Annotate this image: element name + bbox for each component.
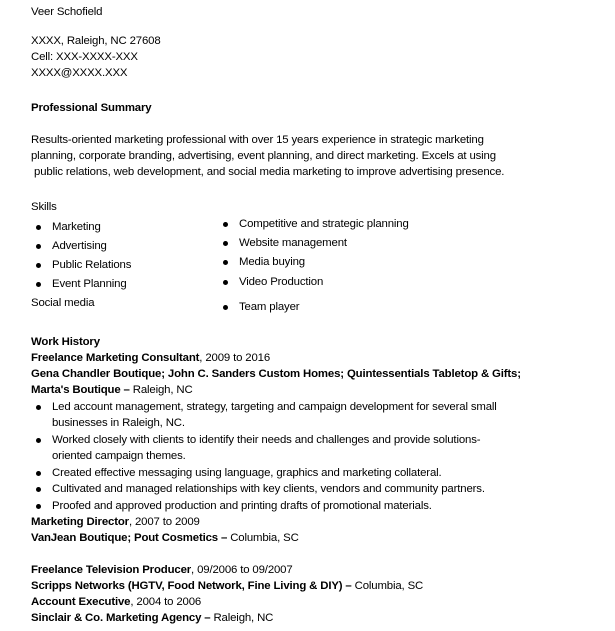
bullet-icon (36, 244, 41, 249)
skill-item: Competitive and strategic planning (239, 218, 409, 230)
job-title-line (31, 514, 200, 530)
job-title: Freelance Television Producer (31, 564, 192, 576)
bullet-icon (36, 405, 41, 410)
job-employer: VanJean Boutique; Pout Cosmetics – (31, 532, 228, 544)
job-employer-line (31, 530, 299, 546)
cell-phone: Cell: XXX-XXXX-XXX (31, 51, 138, 63)
skills-heading: Skills (31, 201, 57, 213)
skill-item-unbulleted: Social media (31, 297, 95, 309)
skill-item: Website management (239, 237, 347, 249)
job-employer-line (31, 610, 273, 626)
email: XXXX@XXXX.XXX (31, 67, 128, 79)
bullet-icon (223, 241, 228, 246)
skill-item: Marketing (52, 221, 101, 233)
skill-item: Team player (239, 301, 300, 313)
job-location: Raleigh, NC (210, 612, 274, 624)
bullet-icon (36, 504, 41, 509)
candidate-name: Veer Schofield (31, 6, 103, 18)
job-bullet: Worked closely with clients to identify their needs and challenges and provide solutions- (52, 434, 481, 446)
job-employer: Gena Chandler Boutique; John C. Sanders Custom Homes; Quintessentials Tabletop & Gifts; (31, 368, 521, 380)
job-bullet-continuation: businesses in Raleigh, NC. (52, 417, 185, 429)
summary-line: planning, corporate branding, advertising, event planning, and direct marketing. Excels at using (31, 150, 496, 162)
skill-item: Media buying (239, 256, 305, 268)
job-title: Marketing Director (31, 516, 129, 528)
bullet-icon (36, 438, 41, 443)
job-title: Freelance Marketing Consultant (31, 352, 200, 364)
job-employer-line (31, 382, 193, 398)
job-bullet: Led account management, strategy, targeting and campaign development for several small (52, 401, 497, 413)
address: XXXX, Raleigh, NC 27608 (31, 35, 161, 47)
work-history-heading: Work History (31, 336, 100, 348)
job-dates: , 09/2006 to 09/2007 (191, 564, 293, 576)
bullet-icon (36, 471, 41, 476)
bullet-icon (223, 260, 228, 265)
job-employer: Marta's Boutique – (31, 384, 130, 396)
summary-line: public relations, web development, and social media marketing to improve advertising presence. (31, 166, 505, 178)
job-employer-line (31, 578, 423, 594)
job-title-line (31, 594, 201, 610)
skill-item: Public Relations (52, 259, 132, 271)
bullet-icon (36, 263, 41, 268)
job-title-line (31, 350, 270, 366)
job-employer: Scripps Networks (HGTV, Food Network, Fine Living & DIY) – (31, 580, 352, 592)
job-location: Columbia, SC (227, 532, 299, 544)
job-title-line (31, 562, 293, 578)
skill-item: Event Planning (52, 278, 127, 290)
job-location: Raleigh, NC (129, 384, 193, 396)
job-dates: , 2004 to 2006 (130, 596, 202, 608)
bullet-icon (36, 487, 41, 492)
skill-item: Video Production (239, 276, 324, 288)
job-dates: , 2009 to 2016 (199, 352, 271, 364)
job-location: Columbia, SC (351, 580, 424, 592)
bullet-icon (36, 282, 41, 287)
summary-line: Results-oriented marketing professional with over 15 years experience in strategic marketing (31, 134, 484, 146)
bullet-icon (223, 305, 228, 310)
job-bullet-continuation: oriented campaign themes. (52, 450, 186, 462)
skill-item: Advertising (52, 240, 107, 252)
job-bullet: Proofed and approved production and printing drafts of promotional materials. (52, 500, 432, 512)
bullet-icon (223, 222, 228, 227)
job-title: Account Executive (31, 596, 131, 608)
job-bullet: Created effective messaging using language, graphics and marketing collateral. (52, 467, 442, 479)
job-dates: , 2007 to 2009 (128, 516, 200, 528)
bullet-icon (223, 280, 228, 285)
summary-heading: Professional Summary (31, 102, 152, 114)
job-bullet: Cultivated and managed relationships with key clients, vendors and community partners. (52, 483, 485, 495)
bullet-icon (36, 225, 41, 230)
job-employer: Sinclair & Co. Marketing Agency – (31, 612, 211, 624)
